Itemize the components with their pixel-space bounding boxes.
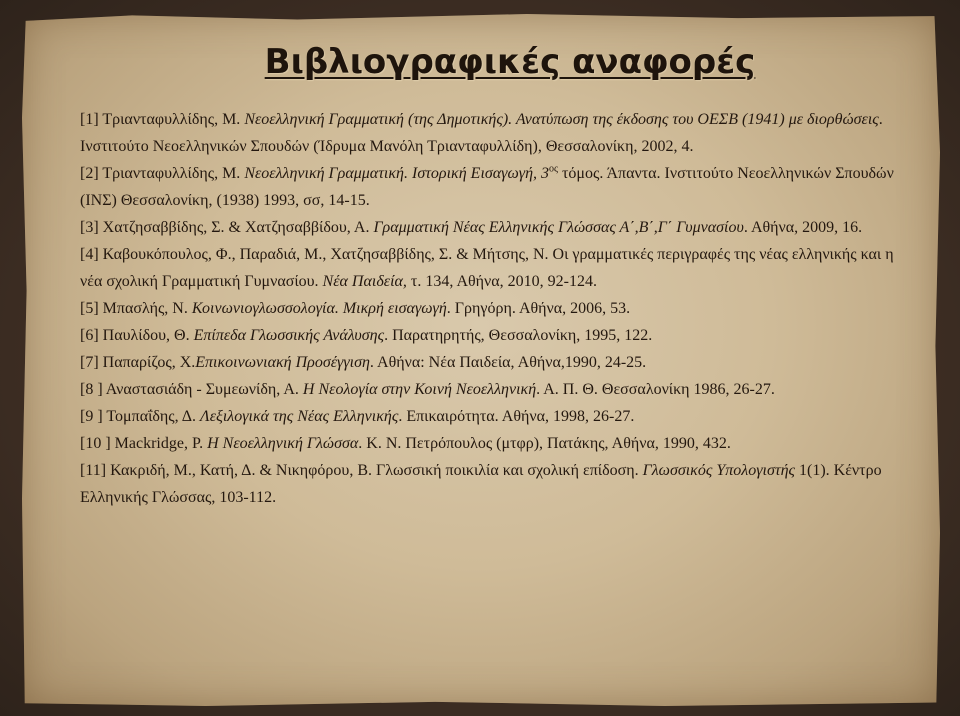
reference-10: [10 ] Mackridge, P. Η Νεοελληνική Γλώσσα. Κ. Ν. Πετρόπουλος (μτφρ), Πατάκης, Αθήνα, 1990, 432. (80, 435, 731, 452)
reference-8: [8 ] Αναστασιάδη - Συμεωνίδη, Α. Η Νεολογία στην Κοινή Νεοελληνική. Α. Π. Θ. Θεσσαλονίκη 1986, 26-27. (80, 381, 775, 398)
reference-2: [2] Τριανταφυλλίδης, Μ. Νεοελληνική Γραμματική. Ιστορική Εισαγωγή, $3^{o\varsigma}$ τόμος. Άπαντα. Ινστιτούτο Νεοελληνικών Σπουδών (ΙΝΣ) Θεσσαλονίκη, (1938) 1993, σσ, 14-15. (80, 163, 894, 209)
reference-7: [7] Παπαρίζος, Χ.Επικοινωνιακή Προσέγγιση. Αθήνα: Νέα Παιδεία, Αθήνα,1990, 24-25. (80, 354, 647, 371)
reference-5: [5] Μπασλής, Ν. Κοινωνιογλωσσολογία. Μικρή εισαγωγή. Γρηγόρη. Αθήνα, 2006, 53. (80, 300, 631, 317)
reference-6: [6] Παυλίδου, Θ. Επίπεδα Γλωσσικής Ανάλυσης. Παρατηρητής, Θεσσαλονίκη, 1995, 122. (80, 327, 653, 344)
reference-3: [3] Χατζησαββίδης, Σ. & Χατζησαββίδου, Α. Γραμματική Νέας Ελληνικής Γλώσσας Α΄,Β΄,Γ΄ Γυμνασίου. Αθήνα, 2009, 16. (80, 219, 863, 236)
references-list (80, 106, 900, 511)
reference-11: [11] Κακριδή, Μ., Κατή, Δ. & Νικηφόρου, Β. Γλωσσική ποικιλία και σχολική επίδοση. Γλωσσικός Υπολογιστής 1(1). Κέντρο Ελληνικής Γλώσσας, 103-112. (80, 462, 882, 506)
reference-1: [1] Τριανταφυλλίδης, Μ. Νεοελληνική Γραμματική (της Δημοτικής). Ανατύπωση της έκδοσης του ΟΕΣΒ (1941) με διορθώσεις. Ινστιτούτο Νεοελληνικών Σπουδών (Ίδρυμα Μανόλη Τριανταφυλλίδη), Θεσσαλονίκη, 2002, 4. (80, 111, 883, 155)
reference-9: [9 ] Τομπαΐδης, Δ. Λεξιλογικά της Νέας Ελληνικής. Επικαιρότητα. Αθήνα, 1998, 26-27. (80, 408, 635, 425)
page-title: Βιβλιογραφικές αναφορές (264, 42, 756, 82)
reference-4: [4] Καβουκόπουλος, Φ., Παραδιά, Μ., Χατζησαββίδης, Σ. & Μήτσης, Ν. Οι γραμματικές περιγραφές της νέας ελληνικής και η νέα σχολική Γραμματική Γυμνασίου. Νέα Παιδεία, τ. 134, Αθήνα, 2010, 92-124. (80, 246, 894, 290)
